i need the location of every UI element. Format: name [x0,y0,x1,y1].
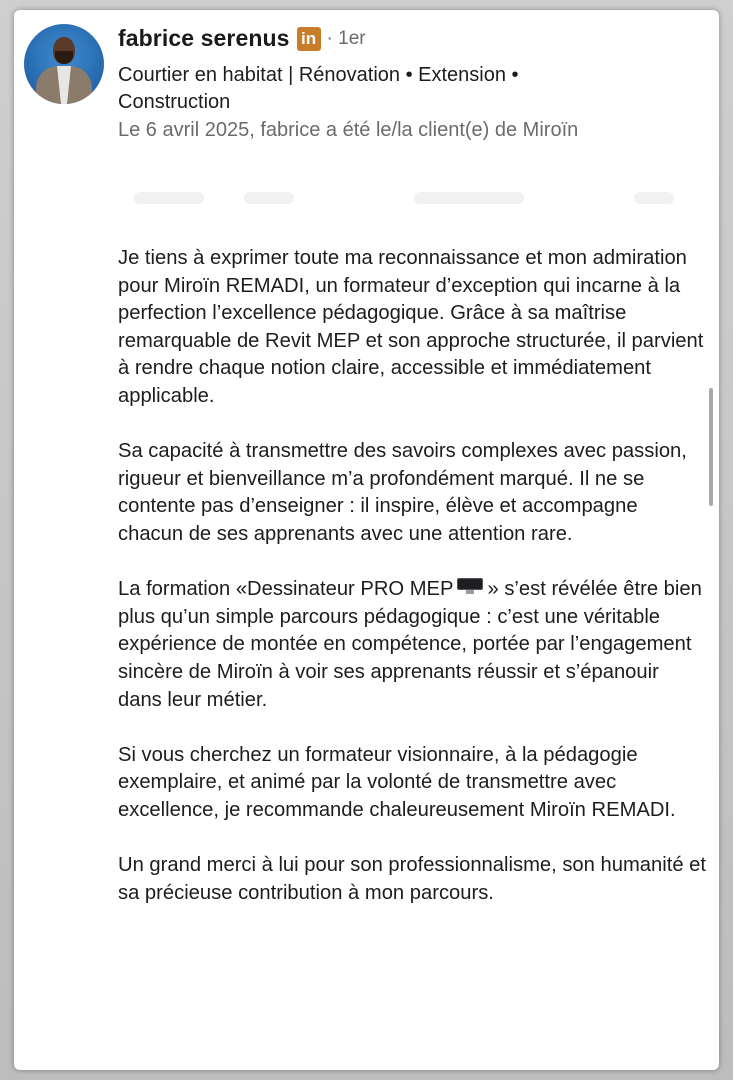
relationship-info: Le 6 avril 2025, fabrice a été le/la client(e) de Miroïn [118,119,579,141]
scrollbar[interactable] [709,388,713,506]
faded-remnant-2 [244,192,294,204]
faded-remnant-4 [634,192,674,204]
recommendation-paragraph-5: Un grand merci à lui pour son professionnalisme, son humanité et sa précieuse contribution à mon parcours. [118,854,706,904]
recommendation-paragraph-4: Si vous cherchez un formateur visionnaire, à la pédagogie exemplaire, et animé par la volonté de transmettre avec excellence, je recommande chaleureusement Miroïn REMADI. [118,743,676,821]
recommendation-card [14,10,719,1070]
recommendation-paragraph-3 [118,576,708,714]
linkedin-icon: in [297,27,321,51]
faded-remnant-1 [134,192,204,204]
paragraph-3-end: » s’est révélée être bien plus qu’un simple parcours pédagogique : c’est une véritable expérience de montée en compétence, portée par l’engagement sincère de Miroïn à voir ses apprenants réussir et s’épanouir dans leur métier. [118,578,702,711]
avatar[interactable] [24,24,104,104]
name-row [118,25,366,52]
connection-degree: · 1er [326,27,366,49]
profile-name[interactable]: fabrice serenus [118,25,290,51]
faded-remnant-3 [414,192,524,204]
recommendation-text [118,245,708,935]
recommendation-paragraph-2: Sa capacité à transmettre des savoirs complexes avec passion, rigueur et bienveillance m’a profondément marqué. Il ne se contente pas d’enseigner : il inspire, élève et accompagne chacun de ses apprenants avec une attention rare. [118,440,687,545]
faded-overlay-remnant [114,186,694,216]
paragraph-3-start: La formation «Dessinateur PRO MEP [118,578,454,601]
desktop-computer-icon [457,578,483,594]
recommendation-paragraph-1: Je tiens à exprimer toute ma reconnaissance et mon admiration pour Miroïn REMADI, un formateur d’exception qui incarne à la perfection l’excellence pédagogique. Grâce à sa maîtrise remarquable de Revit MEP et son approche structurée, il parvient à rendre chaque notion claire, accessible et immédiatement applicable. [118,247,704,407]
profile-headline: Courtier en habitat | Rénovation • Extension • Construction [118,64,519,113]
